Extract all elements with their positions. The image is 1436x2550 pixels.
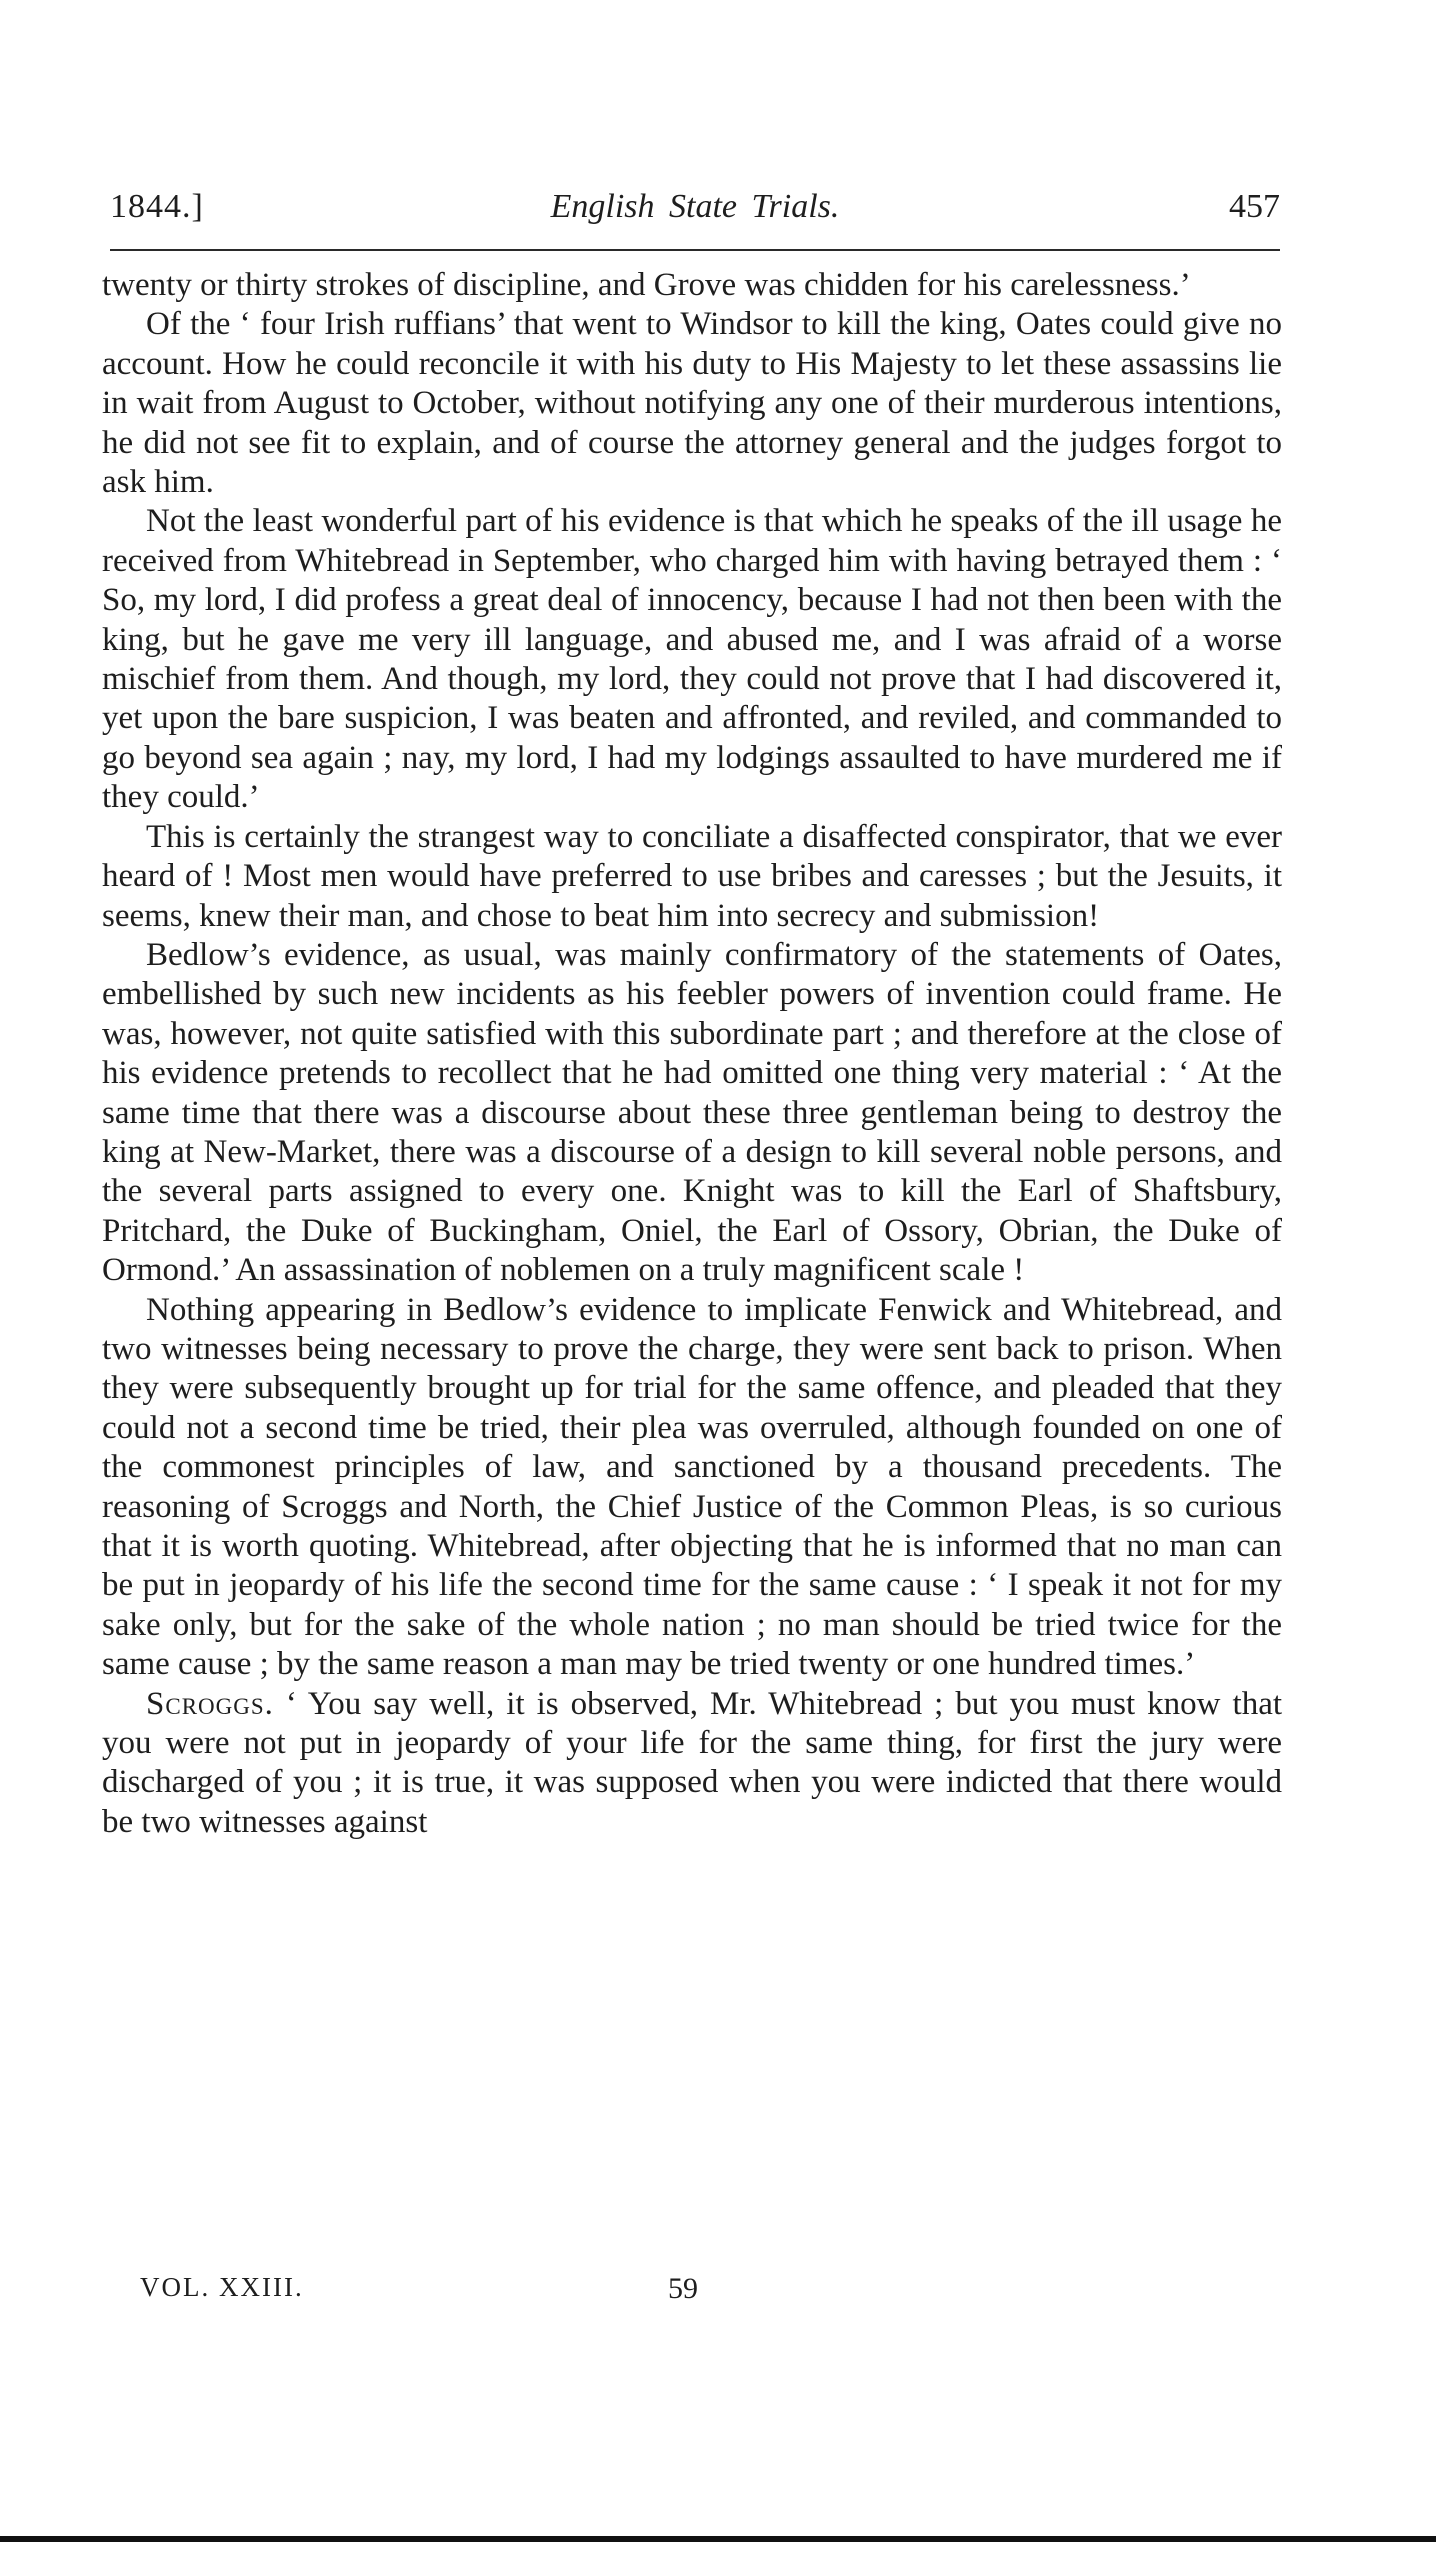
speaker-name: Scroggs. [146, 1685, 274, 1722]
signature-mark: 59 [668, 2272, 698, 2305]
paragraph-2: Of the ‘ four Irish ruffians’ that went to Windsor to kill the king, Oates could give no account. How he could reconcile it with his duty to His Majesty to let these assassins lie in wait from August to October, without notifying any one of their murderous intentions, he did not see fit to explain, and of course the attorney general and the judges forgot to ask him. [102, 306, 1282, 501]
paragraph-4: This is certainly the strangest way to conciliate a disaffected conspirator, that we ever heard of ! Most men would have preferred to use bribes and caresses ; but the Jesuits, it seems, knew their man, and chose to beat him into secrecy and submission! [102, 818, 1282, 934]
page-footer [100, 2272, 1280, 2312]
paragraph-6: Nothing appearing in Bedlow’s evidence to implicate Fenwick and Whitebread, and two witnesses being necessary to prove the charge, they were sent back to prison. When they were subsequently brought up for trial for the same offence, and pleaded that they could not a second time be tried, their plea was overruled, although founded on one of the commonest principles of law, and sanctioned by a thousand precedents. The reasoning of Scroggs and North, the Chief Justice of the Common Pleas, is so curious that it is worth quoting. Whitebread, after objecting that he is informed that no man can be put in jeopardy of his life the second time for the same cause : ‘ I speak it not for my sake only, but for the sake of the whole nation ; no man should be tried twice for the same cause ; by the same reason a man may be tried twenty or one hundred times.’ [102, 1291, 1282, 1683]
speech-text: ‘ You say well, it is observed, Mr. Whitebread ; but you must know that you were not put in jeopardy of your life for the same thing, for first the jury were discharged of you ; it is true, it was supposed when you were indicted that there would be two witnesses against [102, 1685, 1283, 1840]
volume-label: VOL. XXIII. [140, 2272, 304, 2302]
running-title: English State Trials. [550, 188, 840, 225]
body-text [102, 266, 1282, 1842]
paragraph-1: twenty or thirty strokes of discipline, and Grove was chidden for his carelessness.’ [102, 267, 1191, 303]
running-header [110, 188, 1280, 238]
paragraph-3: Not the least wonderful part of his evidence is that which he speaks of the ill usage he received from Whitebread in September, who charged him with having betrayed them : ‘ So, my lord, I did profess a great deal of innocency, because I had not then been with the king, but he gave me very ill language, and abused me, and I was afraid of a worse mischief from them. And though, my lord, they could not prove that I had discovered it, yet upon the bare suspicion, I was beaten and affronted, and reviled, and commanded to go beyond sea again ; nay, my lord, I had my lodgings assaulted to have murdered me if they could.’ [102, 503, 1282, 816]
paragraph-5: Bedlow’s evidence, as usual, was mainly confirmatory of the statements of Oates, embellished by such new incidents as his feebler powers of invention could frame. He was, however, not quite satisfied with this subordinate part ; and therefore at the close of his evidence pretends to recollect that he had omitted one thing very material : ‘ At the same time that there was a discourse about these three gentleman being to destroy the king at New-Market, there was a discourse of a design to kill several noble persons, and the several parts assigned to every one. Knight was to kill the Earl of Shaftsbury, Pritchard, the Duke of Buckingham, Oniel, the Earl of Ossory, Obrian, the Duke of Ormond.’ An assassination of noblemen on a truly magnificent scale ! [102, 936, 1282, 1289]
page-edge [0, 2536, 1436, 2542]
header-year: 1844.] [110, 188, 204, 225]
page-number: 457 [1229, 188, 1280, 225]
header-rule [110, 249, 1280, 251]
paragraph-7 [102, 1685, 1282, 1843]
